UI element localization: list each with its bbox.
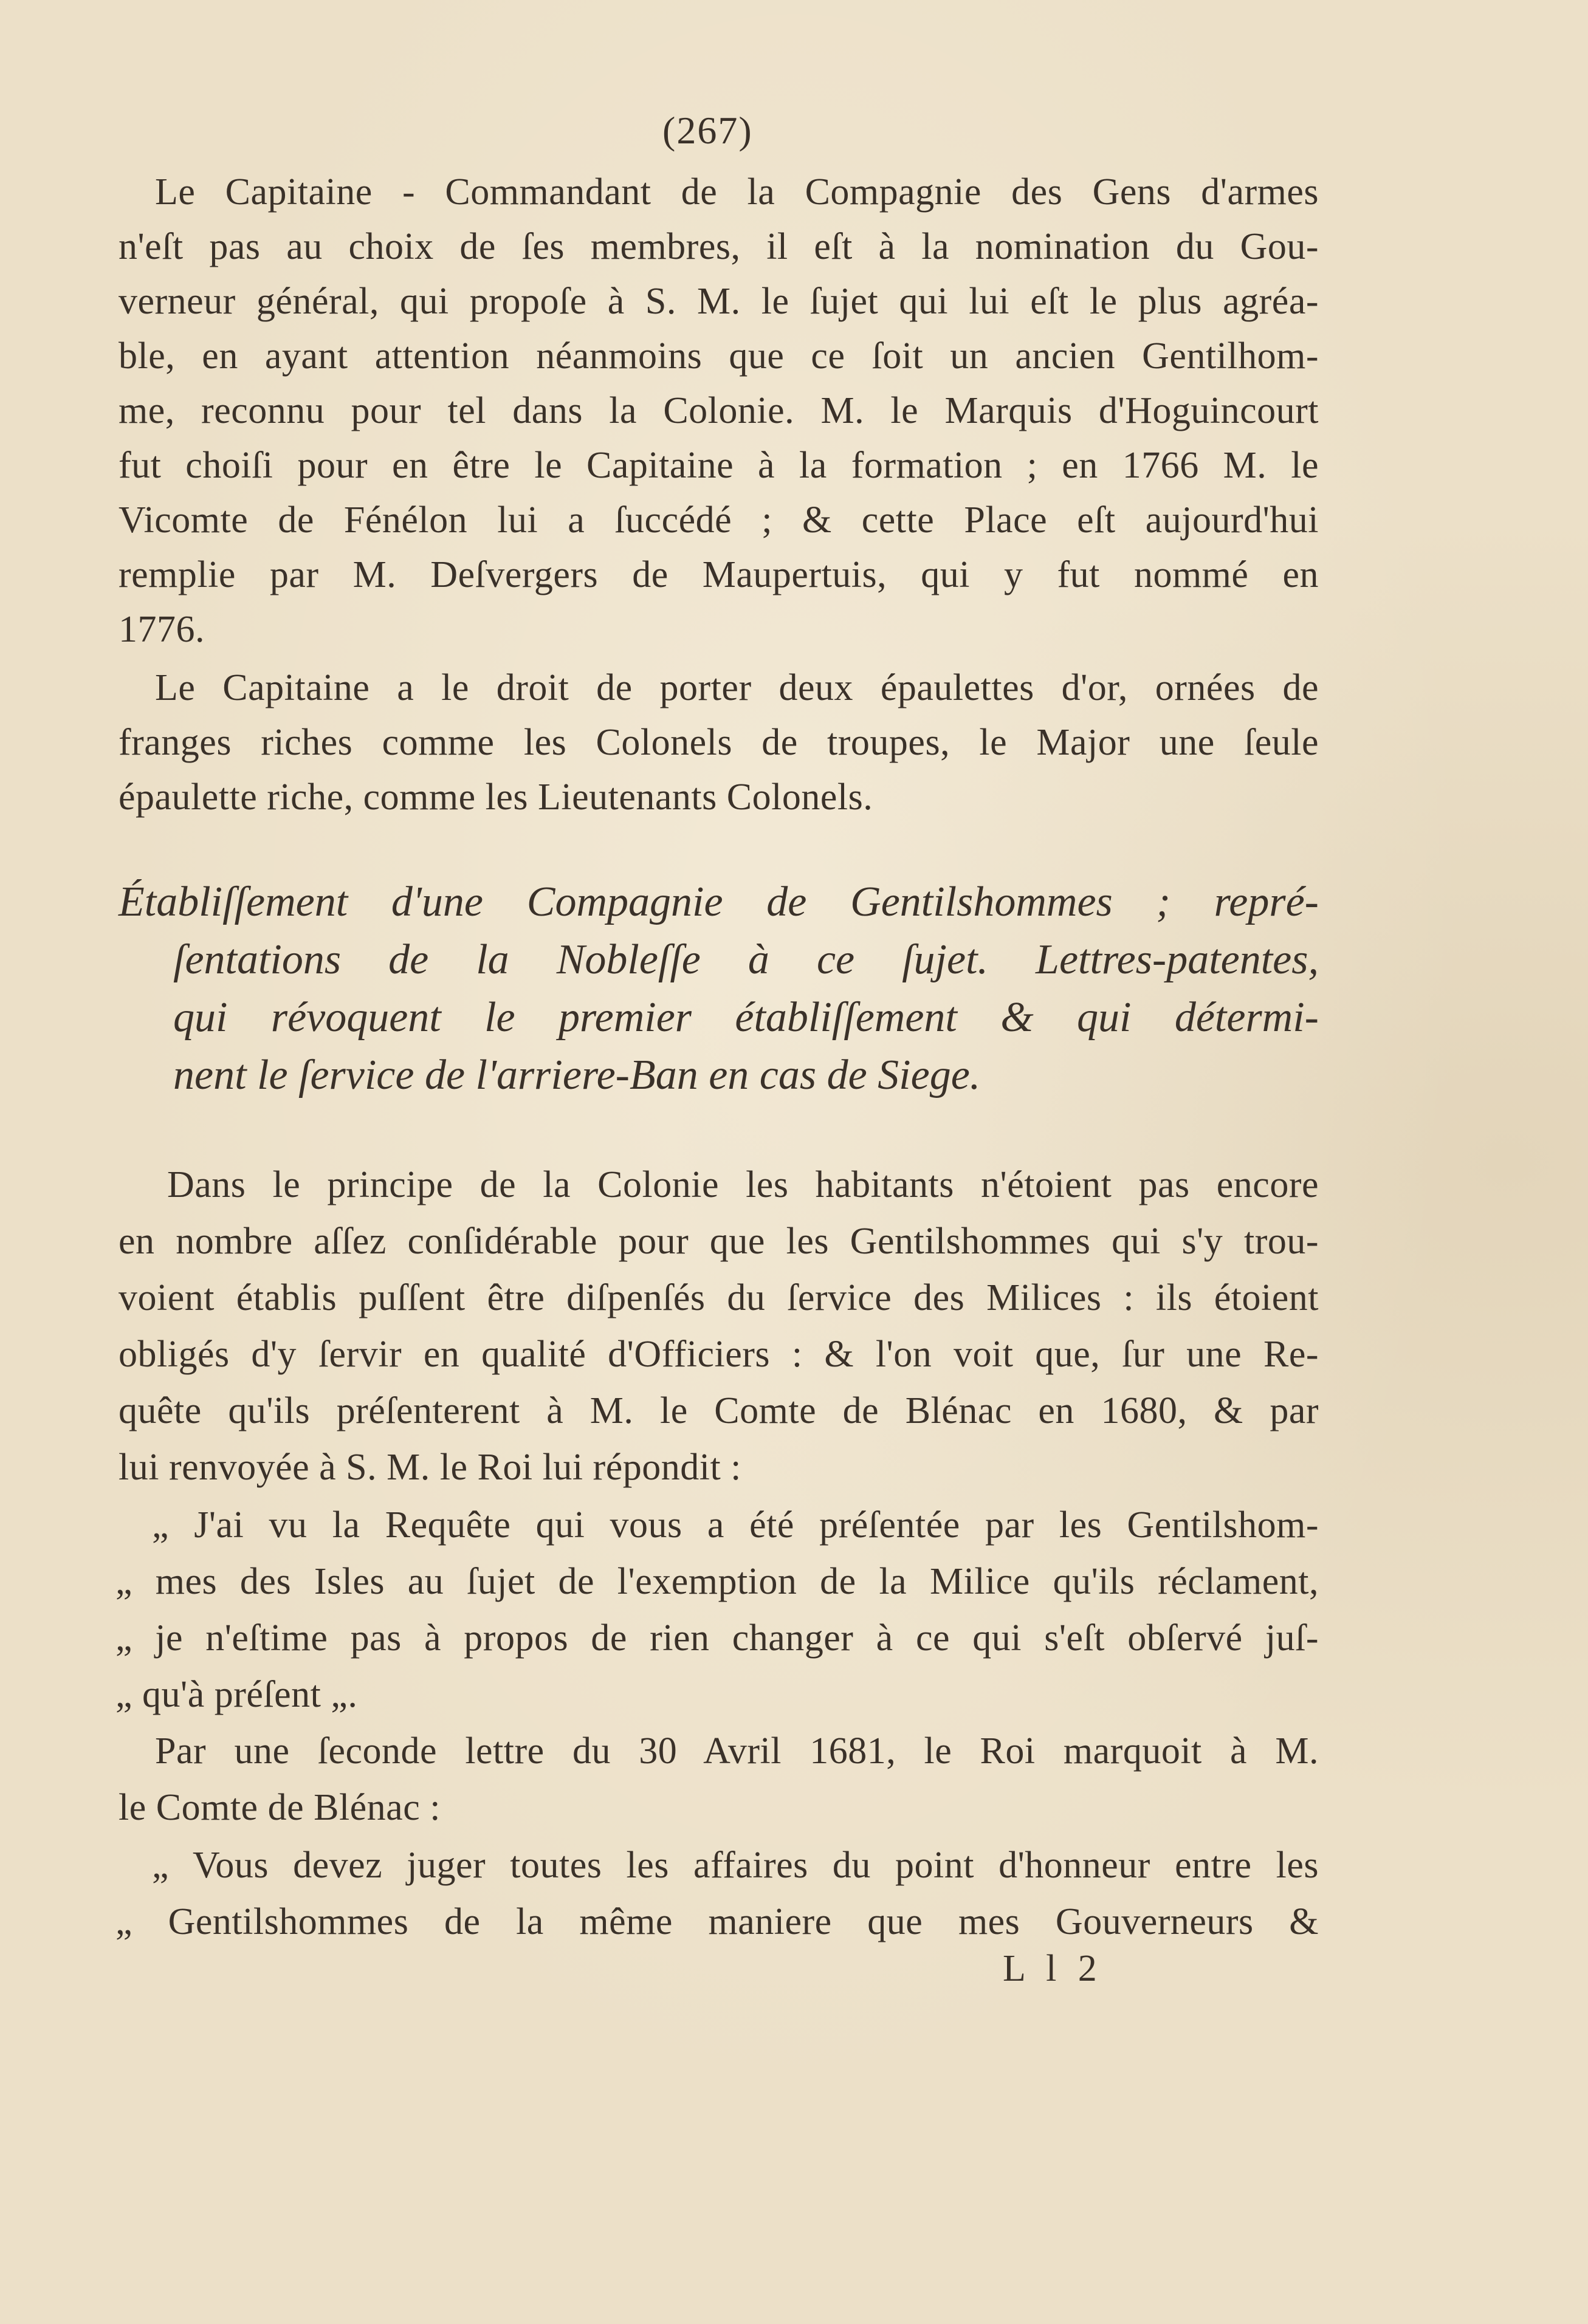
text-line: Le Capitaine a le droit de porter deux épaulettes d'or, ornées de <box>155 667 1319 708</box>
quote-line: „ Gentilshommes de la même maniere que mes Gouverneurs & <box>115 1901 1319 1942</box>
quote-line: „ Vous devez juger toutes les affaires du point d'honneur entre les <box>152 1845 1319 1886</box>
text-line: voient établis puſſent être diſpenſés du ſervice des Milices : ils étoient <box>119 1277 1319 1318</box>
quote-line: „ je n'eſtime pas à propos de rien changer à ce qui s'eſt obſervé juſ- <box>115 1617 1319 1659</box>
text-line: obligés d'y ſervir en qualité d'Officiers : & l'on voit que, ſur une Re- <box>119 1334 1319 1375</box>
text-line: n'eſt pas au choix de ſes membres, il eſt à la nomination du Gou- <box>119 226 1319 267</box>
text-line: en nombre aſſez conſidérable pour que les Gentilshommes qui s'y trou- <box>119 1221 1319 1262</box>
section-heading-line: Établiſſement d'une Compagnie de Gentilshommes ; repré- <box>119 879 1319 925</box>
text-line: épaulette riche, comme les Lieutenants Colonels. <box>119 776 873 818</box>
text-line: me, reconnu pour tel dans la Colonie. M. le Marquis d'Hoguincourt <box>119 390 1319 431</box>
text-line: verneur général, qui propoſe à S. M. le ſujet qui lui eſt le plus agréa- <box>119 281 1319 322</box>
section-heading-line: qui révoquent le premier établiſſement & qui détermi- <box>173 994 1319 1041</box>
text-line: remplie par M. Deſvergers de Maupertuis, qui y fut nommé en <box>119 554 1319 595</box>
section-heading-line: nent le ſervice de l'arriere-Ban en cas de Siege. <box>173 1052 981 1099</box>
text-line: Le Capitaine - Commandant de la Compagnie des Gens d'armes <box>155 171 1319 213</box>
text-line: Vicomte de Fénélon lui a ſuccédé ; & cette Place eſt aujourd'hui <box>119 499 1319 541</box>
text-line: Dans le principe de la Colonie les habitants n'étoient pas encore <box>167 1164 1319 1205</box>
text-line: franges riches comme les Colonels de troupes, le Major une ſeule <box>119 722 1319 763</box>
quote-line: „ mes des Isles au ſujet de l'exemption de la Milice qu'ils réclament, <box>115 1561 1319 1602</box>
text-line: fut choiſi pour en être le Capitaine à la formation ; en 1766 M. le <box>119 445 1319 486</box>
text-line: quête qu'ils préſenterent à M. le Comte de Blénac en 1680, & par <box>119 1390 1319 1431</box>
page-number: (267) <box>662 109 753 152</box>
text-line: ble, en ayant attention néanmoins que ce ſoit un ancien Gentilhom- <box>119 335 1319 377</box>
text-line: le Comte de Blénac : <box>119 1787 441 1828</box>
text-line: Par une ſeconde lettre du 30 Avril 1681, le Roi marquoit à M. <box>155 1730 1319 1772</box>
quote-line: „ qu'à préſent „. <box>115 1674 358 1715</box>
printer-signature-mark: L l 2 <box>1003 1948 1103 1989</box>
text-line: lui renvoyée à S. M. le Roi lui répondit : <box>119 1447 741 1488</box>
section-heading-line: ſentations de la Nobleſſe à ce ſujet. Lettres-patentes, <box>173 936 1319 983</box>
quote-line: „ J'ai vu la Requête qui vous a été préſentée par les Gentilshom- <box>152 1504 1319 1546</box>
text-line: 1776. <box>119 609 205 650</box>
